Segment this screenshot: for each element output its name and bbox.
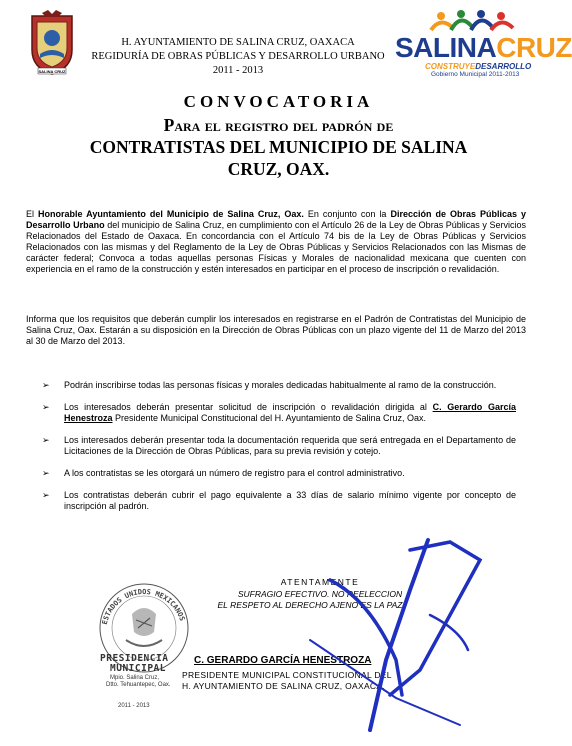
logo-wordmark [395, 32, 572, 63]
stamp-line-2: MUNICIPAL [110, 663, 166, 674]
logo-cruz: CRUZ [496, 32, 572, 63]
requirements-paragraph: Informa que los requisitos que deberán cumplir los interesados en registrarse en el Padrón de Contratistas del Municipio de Salina Cruz, Oax. Estarán a su disposición en la Dirección de Obras Públicas con un plazo vigente del 11 de Marzo del 2013 al 30 de Marzo del 2013. [26, 314, 526, 346]
subtitle-line-2: CONTRATISTAS DEL MUNICIPIO DE SALINA [89, 137, 468, 157]
logo-slogan [425, 62, 553, 71]
sufragio-efectivo: SUFRAGIO EFECTIVO. NO REELECCION [237, 589, 403, 599]
list-item [42, 435, 516, 457]
subtitle-line-3: CRUZ, OAX. [227, 159, 330, 179]
arrow-bullet-icon: ➢ [42, 490, 50, 500]
p1-bold-1: Honorable Ayuntamiento del Municipio de Salina Cruz, Oax. [38, 209, 304, 219]
stamp-mpio: Mpio. Salina Cruz, [110, 675, 160, 681]
stamp-line-1: PRESIDENCIA [100, 653, 169, 664]
presidencia-stamp [100, 654, 195, 674]
header-text [88, 36, 388, 78]
logo-salina: SALINA [395, 32, 497, 63]
p1-bold-2: Dirección de Obras Públicas y Desarrollo Urbano [26, 209, 527, 230]
logo-desarrollo: DESARROLLO [475, 62, 532, 71]
signatory-role-2: H. AYUNTAMIENTO DE SALINA CRUZ, OAXACA. [182, 681, 385, 691]
bullet-4-text: A los contratistas se les otorgará un número de registro para el control administrativo. [64, 468, 405, 478]
p1-text-1: El [26, 209, 39, 219]
list-item [42, 490, 516, 512]
list-item [42, 468, 516, 479]
signatory-name: C. GERARDO GARCÍA HENESTROZA [194, 655, 372, 666]
signatory-role-1: PRESIDENTE MUNICIPAL CONSTITUCIONAL DEL [182, 670, 392, 680]
salina-cruz-logo [395, 8, 572, 80]
bullet-1-text: Podrán inscribirse todas las personas físicas y morales dedicadas habitualmente al ramo de la construcción. [64, 380, 497, 390]
arrow-bullet-icon: ➢ [42, 468, 50, 478]
p1-text-3: del municipio de Salina Cruz, en cumplimiento con el Artículo 26 de la Ley de Obras Públicas y Servicios Relacionados del Estado de Oaxaca. En concordancia con el Artículo 74 bis de la Ley de Obras Públicas y Servicios Relacionados con las mismas y del Reglamento de la Ley de Obras Públicas y Servicios Relacionados con las Mismas de carácter federal; Convoca a todas aquellas personas Físicas y Morales de nacionalidad mexicana que cuenten con experiencia en el ramo de la construcción y estén interesados en participar en el proceso de inscripción o revalidación. [26, 220, 526, 274]
handwritten-signature [270, 520, 520, 740]
bullet-5-text: Los contratistas deberán cubrir el pago equivalente a 33 días de salario mínimo vigente por concepto de inscripción al padrón. [64, 490, 516, 511]
seal-text: ESTADOS UNIDOS MEXICANOS [100, 587, 187, 626]
arrow-bullet-icon: ➢ [42, 435, 50, 445]
arrow-bullet-icon: ➢ [42, 402, 50, 412]
list-item [42, 402, 516, 424]
header-line-2: REGIDURÍA DE OBRAS PÚBLICAS Y DESARROLLO URBANO [91, 51, 385, 62]
bullet-list [42, 380, 516, 523]
subtitle [40, 114, 517, 180]
subtitle-line-1: Para el registro del padrón de [163, 115, 394, 135]
bullet-3-text: Los interesados deberán presentar toda la documentación requerida que será entregada en el Departamento de Licitaciones de la Dirección de Obras Públicas, para su previa revisión y cotejo. [64, 435, 516, 456]
bullet-2-text-2: Presidente Municipal Constitucional del H. Ayuntamiento de Salina Cruz, Oax. [112, 413, 427, 423]
shield-caption: SALINA CRUZ [38, 69, 66, 74]
convocatoria-title: CONVOCATORIA [183, 92, 374, 111]
logo-gobierno: Gobierno Municipal 2011-2013 [431, 71, 520, 78]
arrow-bullet-icon: ➢ [42, 380, 50, 390]
p1-text-2: En conjunto con la [303, 209, 391, 219]
bullet-2-text-1: Los interesados deberán presentar solicitud de inscripción o revalidación dirigida al [64, 402, 433, 412]
stamp-dtto: Dtto. Tehuantepec, Oax. [106, 682, 171, 688]
list-item [42, 380, 516, 391]
respeto-derecho: EL RESPETO AL DERECHO AJENO ES LA PAZ [217, 600, 403, 610]
intro-paragraph [26, 209, 526, 275]
bullet-2-name: C. Gerardo García Henestroza [64, 402, 516, 423]
header-line-3: 2011 - 2013 [212, 65, 264, 76]
stamp-year: 2011 - 2013 [118, 703, 150, 709]
header-line-1: H. AYUNTAMIENTO DE SALINA CRUZ, OAXACA [121, 37, 355, 48]
logo-construye: CONSTRUYE [425, 62, 476, 71]
atentamente: ATENTAMENTE [280, 577, 360, 587]
municipal-shield-icon [28, 10, 76, 76]
